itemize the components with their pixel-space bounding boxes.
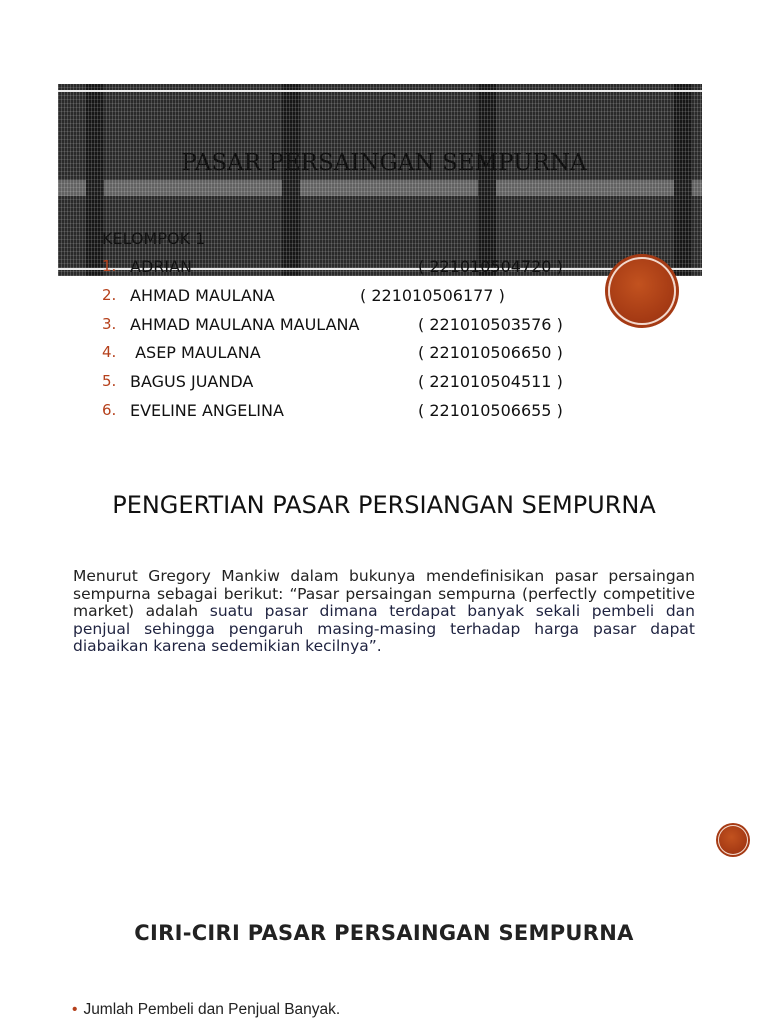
member-nim: ( 221010504511 ) xyxy=(418,372,563,391)
member-name: ASEP MAULANA xyxy=(130,343,261,362)
bullet-icon: • xyxy=(72,1001,78,1018)
list-number: 5. xyxy=(102,372,117,390)
bullet-text: Jumlah Pembeli dan Penjual Banyak. xyxy=(83,1001,341,1018)
decorative-circle-badge-small xyxy=(718,825,748,855)
member-nim: ( 221010503576 ) xyxy=(418,315,563,334)
list-number: 1. xyxy=(102,257,117,275)
banner-top-rule xyxy=(58,90,702,92)
slide-title: PASAR PERSAINGAN SEMPURNA xyxy=(181,150,587,176)
definition-text-quote: suatu pasar dimana terdapat banyak sekali pembeli dan penjual sehingga pengaruh masing-masing terhadap harga pasar dapat diabaikan karena sedemikian kecilnya”. xyxy=(73,602,695,656)
member-name: AHMAD MAULANA xyxy=(130,286,275,305)
list-item xyxy=(72,1001,340,1019)
definition-text-intro: Menurut Gregory Mankiw dalam bukunya mendefinisikan pasar persaingan sempurna sebagai berikut: “Pasar persaingan sempurna (perfectly competitive market) adalah xyxy=(73,567,695,621)
characteristics-title: CIRI-CIRI PASAR PERSAINGAN SEMPURNA xyxy=(134,921,634,945)
member-name: ADRIAN xyxy=(130,257,193,276)
member-name: BAGUS JUANDA xyxy=(130,372,254,391)
definition-paragraph xyxy=(73,568,695,656)
group-label: KELOMPOK 1 xyxy=(102,229,206,248)
list-number: 3. xyxy=(102,315,117,333)
list-number: 2. xyxy=(102,286,117,304)
member-name: AHMAD MAULANA MAULANA xyxy=(130,315,360,334)
member-nim: ( 221010506177 ) xyxy=(360,286,505,305)
decorative-circle-badge xyxy=(608,257,676,325)
member-nim: ( 221010506650 ) xyxy=(418,343,563,362)
member-nim: ( 221010504720 ) xyxy=(418,257,563,276)
member-nim: ( 221010506655 ) xyxy=(418,401,563,420)
definition-title: PENGERTIAN PASAR PERSIANGAN SEMPURNA xyxy=(112,491,656,519)
list-number: 6. xyxy=(102,401,117,419)
member-name: EVELINE ANGELINA xyxy=(130,401,284,420)
list-number: 4. xyxy=(102,343,117,361)
